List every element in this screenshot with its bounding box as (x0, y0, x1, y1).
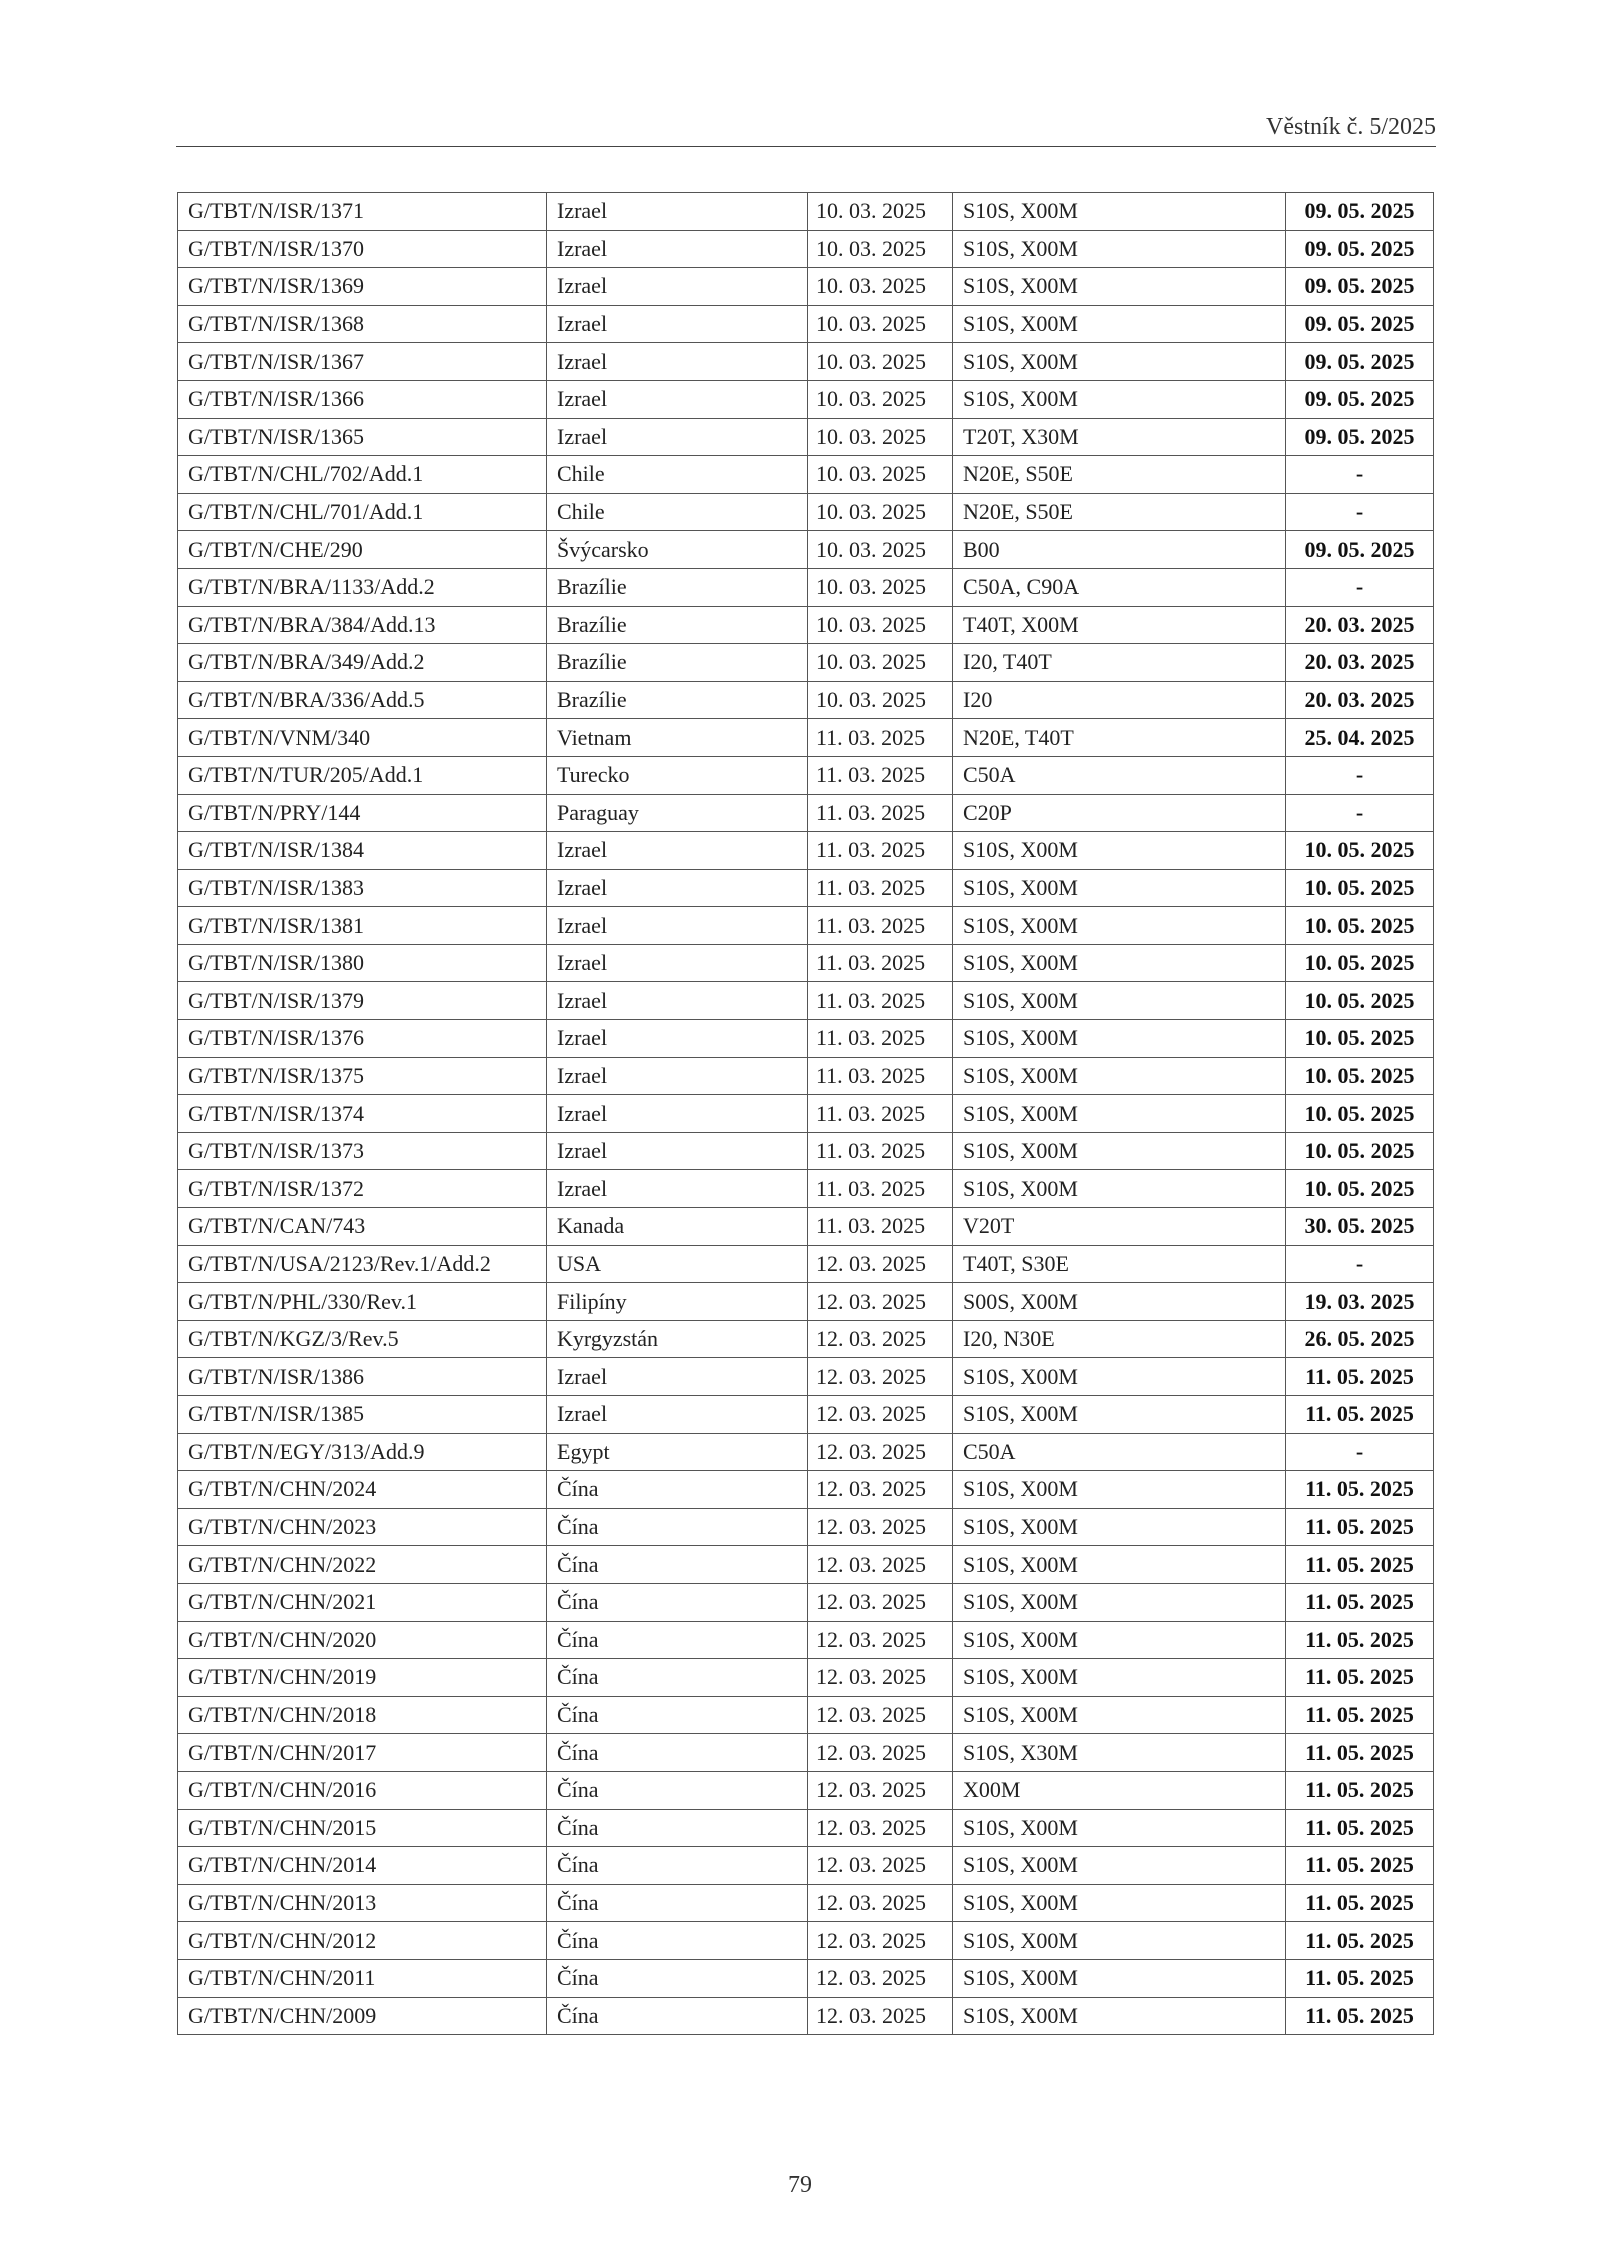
notification-symbol: G/TBT/N/CHN/2012 (178, 1922, 547, 1960)
notification-date: 11. 03. 2025 (808, 756, 953, 794)
comment-deadline: 10. 05. 2025 (1286, 832, 1434, 870)
notification-date: 10. 03. 2025 (808, 380, 953, 418)
ics-codes: X00M (953, 1771, 1286, 1809)
comment-deadline: 09. 05. 2025 (1286, 305, 1434, 343)
table-row (178, 681, 1434, 719)
ics-codes: C50A (953, 756, 1286, 794)
table-row (178, 869, 1434, 907)
notification-date: 11. 03. 2025 (808, 1095, 953, 1133)
ics-codes: S10S, X00M (953, 1696, 1286, 1734)
country-name: Čína (547, 1997, 808, 2035)
table-row (178, 1132, 1434, 1170)
ics-codes: S10S, X00M (953, 982, 1286, 1020)
comment-deadline: 11. 05. 2025 (1286, 1471, 1434, 1509)
table-row (178, 832, 1434, 870)
comment-deadline: - (1286, 493, 1434, 531)
comment-deadline: 25. 04. 2025 (1286, 719, 1434, 757)
comment-deadline: 11. 05. 2025 (1286, 1583, 1434, 1621)
comment-deadline: 10. 05. 2025 (1286, 944, 1434, 982)
table-row (178, 1621, 1434, 1659)
notification-date: 12. 03. 2025 (808, 1508, 953, 1546)
country-name: USA (547, 1245, 808, 1283)
ics-codes: I20, N30E (953, 1320, 1286, 1358)
ics-codes: C20P (953, 794, 1286, 832)
comment-deadline: 11. 05. 2025 (1286, 1546, 1434, 1584)
country-name: Kyrgyzstán (547, 1320, 808, 1358)
table-row (178, 1208, 1434, 1246)
comment-deadline: 20. 03. 2025 (1286, 681, 1434, 719)
table-row (178, 1546, 1434, 1584)
country-name: Izrael (547, 832, 808, 870)
comment-deadline: 11. 05. 2025 (1286, 1922, 1434, 1960)
ics-codes: S10S, X00M (953, 268, 1286, 306)
notification-date: 10. 03. 2025 (808, 268, 953, 306)
table-row (178, 418, 1434, 456)
table-row (178, 944, 1434, 982)
comment-deadline: 19. 03. 2025 (1286, 1283, 1434, 1321)
comment-deadline: 09. 05. 2025 (1286, 193, 1434, 231)
ics-codes: S10S, X00M (953, 869, 1286, 907)
notification-date: 11. 03. 2025 (808, 1020, 953, 1058)
ics-codes: S10S, X00M (953, 193, 1286, 231)
country-name: Brazílie (547, 644, 808, 682)
notification-symbol: G/TBT/N/ISR/1365 (178, 418, 547, 456)
notification-symbol: G/TBT/N/CHL/701/Add.1 (178, 493, 547, 531)
notification-date: 12. 03. 2025 (808, 1320, 953, 1358)
comment-deadline: 11. 05. 2025 (1286, 1884, 1434, 1922)
table-row (178, 1396, 1434, 1434)
notification-date: 10. 03. 2025 (808, 193, 953, 231)
ics-codes: S10S, X00M (953, 1922, 1286, 1960)
country-name: Izrael (547, 1095, 808, 1133)
notification-date: 11. 03. 2025 (808, 1170, 953, 1208)
country-name: Čína (547, 1922, 808, 1960)
notification-date: 10. 03. 2025 (808, 493, 953, 531)
ics-codes: S10S, X00M (953, 907, 1286, 945)
table-row (178, 456, 1434, 494)
notification-date: 12. 03. 2025 (808, 1771, 953, 1809)
table-row (178, 1471, 1434, 1509)
notification-symbol: G/TBT/N/CHN/2009 (178, 1997, 547, 2035)
notification-date: 12. 03. 2025 (808, 1959, 953, 1997)
country-name: Izrael (547, 1057, 808, 1095)
notification-date: 10. 03. 2025 (808, 606, 953, 644)
ics-codes: I20 (953, 681, 1286, 719)
table-row (178, 1433, 1434, 1471)
notification-date: 12. 03. 2025 (808, 1583, 953, 1621)
country-name: Čína (547, 1508, 808, 1546)
country-name: Filipíny (547, 1283, 808, 1321)
bulletin-title: Věstník č. 5/2025 (1266, 114, 1436, 140)
ics-codes: S10S, X00M (953, 380, 1286, 418)
ics-codes: S10S, X00M (953, 1546, 1286, 1584)
table-row (178, 193, 1434, 231)
country-name: Chile (547, 456, 808, 494)
table-row (178, 343, 1434, 381)
table-row (178, 1959, 1434, 1997)
notification-date: 10. 03. 2025 (808, 230, 953, 268)
notification-date: 12. 03. 2025 (808, 1997, 953, 2035)
ics-codes: S10S, X00M (953, 1132, 1286, 1170)
table-row (178, 305, 1434, 343)
notification-symbol: G/TBT/N/ISR/1374 (178, 1095, 547, 1133)
notification-symbol: G/TBT/N/CHN/2013 (178, 1884, 547, 1922)
comment-deadline: 10. 05. 2025 (1286, 869, 1434, 907)
ics-codes: S00S, X00M (953, 1283, 1286, 1321)
table-row (178, 1696, 1434, 1734)
country-name: Izrael (547, 982, 808, 1020)
comment-deadline: - (1286, 1433, 1434, 1471)
ics-codes: S10S, X00M (953, 1020, 1286, 1058)
country-name: Čína (547, 1734, 808, 1772)
notification-symbol: G/TBT/N/ISR/1368 (178, 305, 547, 343)
notification-symbol: G/TBT/N/ISR/1371 (178, 193, 547, 231)
notification-date: 12. 03. 2025 (808, 1884, 953, 1922)
comment-deadline: 09. 05. 2025 (1286, 230, 1434, 268)
ics-codes: S10S, X00M (953, 305, 1286, 343)
country-name: Izrael (547, 193, 808, 231)
ics-codes: S10S, X00M (953, 1471, 1286, 1509)
notification-date: 12. 03. 2025 (808, 1546, 953, 1584)
country-name: Brazílie (547, 681, 808, 719)
notification-symbol: G/TBT/N/CHN/2014 (178, 1847, 547, 1885)
comment-deadline: 09. 05. 2025 (1286, 531, 1434, 569)
table-row (178, 1884, 1434, 1922)
ics-codes: S10S, X00M (953, 1057, 1286, 1095)
notification-symbol: G/TBT/N/BRA/1133/Add.2 (178, 568, 547, 606)
notification-date: 11. 03. 2025 (808, 869, 953, 907)
notification-symbol: G/TBT/N/CHN/2024 (178, 1471, 547, 1509)
notification-symbol: G/TBT/N/CHN/2023 (178, 1508, 547, 1546)
notification-symbol: G/TBT/N/CAN/743 (178, 1208, 547, 1246)
ics-codes: S10S, X30M (953, 1734, 1286, 1772)
notification-symbol: G/TBT/N/KGZ/3/Rev.5 (178, 1320, 547, 1358)
table-row (178, 1847, 1434, 1885)
ics-codes: S10S, X00M (953, 1959, 1286, 1997)
ics-codes: S10S, X00M (953, 1884, 1286, 1922)
page-header (176, 110, 1436, 147)
comment-deadline: - (1286, 568, 1434, 606)
notification-date: 11. 03. 2025 (808, 1208, 953, 1246)
table-row (178, 1057, 1434, 1095)
notification-date: 12. 03. 2025 (808, 1396, 953, 1434)
notification-symbol: G/TBT/N/CHE/290 (178, 531, 547, 569)
comment-deadline: 30. 05. 2025 (1286, 1208, 1434, 1246)
ics-codes: C50A (953, 1433, 1286, 1471)
comment-deadline: 09. 05. 2025 (1286, 343, 1434, 381)
notification-symbol: G/TBT/N/BRA/349/Add.2 (178, 644, 547, 682)
country-name: Izrael (547, 343, 808, 381)
country-name: Izrael (547, 268, 808, 306)
comment-deadline: 10. 05. 2025 (1286, 1020, 1434, 1058)
notification-date: 12. 03. 2025 (808, 1922, 953, 1960)
notification-date: 12. 03. 2025 (808, 1358, 953, 1396)
country-name: Čína (547, 1847, 808, 1885)
table-row (178, 230, 1434, 268)
ics-codes: S10S, X00M (953, 944, 1286, 982)
notification-symbol: G/TBT/N/CHN/2018 (178, 1696, 547, 1734)
notification-date: 11. 03. 2025 (808, 1132, 953, 1170)
table-row (178, 1809, 1434, 1847)
country-name: Brazílie (547, 606, 808, 644)
table-row (178, 1922, 1434, 1960)
table-row (178, 1771, 1434, 1809)
country-name: Izrael (547, 230, 808, 268)
country-name: Čína (547, 1471, 808, 1509)
notification-date: 12. 03. 2025 (808, 1283, 953, 1321)
comment-deadline: 20. 03. 2025 (1286, 606, 1434, 644)
notifications-table (177, 192, 1434, 2035)
notification-date: 12. 03. 2025 (808, 1471, 953, 1509)
comment-deadline: 11. 05. 2025 (1286, 1734, 1434, 1772)
ics-codes: S10S, X00M (953, 1809, 1286, 1847)
ics-codes: C50A, C90A (953, 568, 1286, 606)
ics-codes: T40T, X00M (953, 606, 1286, 644)
notification-date: 11. 03. 2025 (808, 832, 953, 870)
notification-date: 11. 03. 2025 (808, 907, 953, 945)
table-row (178, 644, 1434, 682)
notification-symbol: G/TBT/N/BRA/336/Add.5 (178, 681, 547, 719)
notification-date: 10. 03. 2025 (808, 343, 953, 381)
notification-symbol: G/TBT/N/PHL/330/Rev.1 (178, 1283, 547, 1321)
country-name: Egypt (547, 1433, 808, 1471)
notification-date: 10. 03. 2025 (808, 568, 953, 606)
notification-symbol: G/TBT/N/ISR/1386 (178, 1358, 547, 1396)
table-row (178, 531, 1434, 569)
comment-deadline: 10. 05. 2025 (1286, 1170, 1434, 1208)
notification-symbol: G/TBT/N/VNM/340 (178, 719, 547, 757)
country-name: Paraguay (547, 794, 808, 832)
country-name: Čína (547, 1809, 808, 1847)
table-row (178, 1997, 1434, 2035)
comment-deadline: - (1286, 756, 1434, 794)
ics-codes: S10S, X00M (953, 1095, 1286, 1133)
country-name: Čína (547, 1659, 808, 1697)
notification-date: 11. 03. 2025 (808, 1057, 953, 1095)
notification-date: 11. 03. 2025 (808, 719, 953, 757)
notification-symbol: G/TBT/N/ISR/1366 (178, 380, 547, 418)
notification-date: 12. 03. 2025 (808, 1734, 953, 1772)
notification-symbol: G/TBT/N/CHN/2020 (178, 1621, 547, 1659)
country-name: Izrael (547, 1358, 808, 1396)
comment-deadline: 09. 05. 2025 (1286, 418, 1434, 456)
notification-symbol: G/TBT/N/CHN/2015 (178, 1809, 547, 1847)
notification-symbol: G/TBT/N/CHN/2019 (178, 1659, 547, 1697)
ics-codes: S10S, X00M (953, 1847, 1286, 1885)
notification-symbol: G/TBT/N/EGY/313/Add.9 (178, 1433, 547, 1471)
table-row (178, 1734, 1434, 1772)
ics-codes: S10S, X00M (953, 1396, 1286, 1434)
country-name: Izrael (547, 1396, 808, 1434)
country-name: Kanada (547, 1208, 808, 1246)
table-row (178, 794, 1434, 832)
notification-symbol: G/TBT/N/ISR/1369 (178, 268, 547, 306)
comment-deadline: - (1286, 794, 1434, 832)
notification-symbol: G/TBT/N/ISR/1375 (178, 1057, 547, 1095)
comment-deadline: 11. 05. 2025 (1286, 1959, 1434, 1997)
table-row (178, 1659, 1434, 1697)
country-name: Izrael (547, 418, 808, 456)
ics-codes: T40T, S30E (953, 1245, 1286, 1283)
table-row (178, 493, 1434, 531)
comment-deadline: 11. 05. 2025 (1286, 1396, 1434, 1434)
ics-codes: N20E, S50E (953, 493, 1286, 531)
notification-symbol: G/TBT/N/CHL/702/Add.1 (178, 456, 547, 494)
notification-date: 12. 03. 2025 (808, 1809, 953, 1847)
comment-deadline: 11. 05. 2025 (1286, 1696, 1434, 1734)
table-row (178, 1358, 1434, 1396)
notification-symbol: G/TBT/N/ISR/1385 (178, 1396, 547, 1434)
country-name: Čína (547, 1959, 808, 1997)
notification-symbol: G/TBT/N/ISR/1383 (178, 869, 547, 907)
country-name: Izrael (547, 907, 808, 945)
comment-deadline: 11. 05. 2025 (1286, 1659, 1434, 1697)
country-name: Švýcarsko (547, 531, 808, 569)
country-name: Čína (547, 1771, 808, 1809)
ics-codes: S10S, X00M (953, 343, 1286, 381)
notification-symbol: G/TBT/N/CHN/2022 (178, 1546, 547, 1584)
country-name: Izrael (547, 380, 808, 418)
comment-deadline: 09. 05. 2025 (1286, 380, 1434, 418)
notification-date: 12. 03. 2025 (808, 1245, 953, 1283)
table-row (178, 756, 1434, 794)
ics-codes: S10S, X00M (953, 1659, 1286, 1697)
ics-codes: I20, T40T (953, 644, 1286, 682)
country-name: Turecko (547, 756, 808, 794)
notification-date: 12. 03. 2025 (808, 1659, 953, 1697)
comment-deadline: 10. 05. 2025 (1286, 1057, 1434, 1095)
ics-codes: S10S, X00M (953, 832, 1286, 870)
notification-symbol: G/TBT/N/ISR/1380 (178, 944, 547, 982)
ics-codes: S10S, X00M (953, 1621, 1286, 1659)
notification-symbol: G/TBT/N/ISR/1373 (178, 1132, 547, 1170)
notification-symbol: G/TBT/N/TUR/205/Add.1 (178, 756, 547, 794)
table-row (178, 1283, 1434, 1321)
country-name: Čína (547, 1583, 808, 1621)
comment-deadline: 11. 05. 2025 (1286, 1621, 1434, 1659)
comment-deadline: 11. 05. 2025 (1286, 1771, 1434, 1809)
country-name: Izrael (547, 944, 808, 982)
ics-codes: V20T (953, 1208, 1286, 1246)
country-name: Čína (547, 1621, 808, 1659)
country-name: Vietnam (547, 719, 808, 757)
notification-date: 10. 03. 2025 (808, 531, 953, 569)
comment-deadline: 11. 05. 2025 (1286, 1847, 1434, 1885)
notification-date: 12. 03. 2025 (808, 1433, 953, 1471)
table-row (178, 1095, 1434, 1133)
notification-date: 10. 03. 2025 (808, 418, 953, 456)
table-row (178, 380, 1434, 418)
notification-symbol: G/TBT/N/CHN/2017 (178, 1734, 547, 1772)
ics-codes: S10S, X00M (953, 230, 1286, 268)
table-body (178, 193, 1434, 2035)
table-row (178, 268, 1434, 306)
notification-symbol: G/TBT/N/ISR/1381 (178, 907, 547, 945)
notification-date: 11. 03. 2025 (808, 944, 953, 982)
table-row (178, 1245, 1434, 1283)
table-row (178, 907, 1434, 945)
notification-date: 10. 03. 2025 (808, 305, 953, 343)
notification-symbol: G/TBT/N/CHN/2011 (178, 1959, 547, 1997)
notification-symbol: G/TBT/N/ISR/1379 (178, 982, 547, 1020)
notification-symbol: G/TBT/N/BRA/384/Add.13 (178, 606, 547, 644)
country-name: Izrael (547, 1020, 808, 1058)
notification-symbol: G/TBT/N/ISR/1367 (178, 343, 547, 381)
ics-codes: N20E, S50E (953, 456, 1286, 494)
table-row (178, 1508, 1434, 1546)
notification-symbol: G/TBT/N/USA/2123/Rev.1/Add.2 (178, 1245, 547, 1283)
table-row (178, 1170, 1434, 1208)
country-name: Čína (547, 1546, 808, 1584)
comment-deadline: 10. 05. 2025 (1286, 982, 1434, 1020)
ics-codes: S10S, X00M (953, 1358, 1286, 1396)
country-name: Izrael (547, 869, 808, 907)
table-row (178, 982, 1434, 1020)
comment-deadline: 20. 03. 2025 (1286, 644, 1434, 682)
notification-date: 12. 03. 2025 (808, 1847, 953, 1885)
country-name: Izrael (547, 1132, 808, 1170)
comment-deadline: 26. 05. 2025 (1286, 1320, 1434, 1358)
ics-codes: T20T, X30M (953, 418, 1286, 456)
country-name: Izrael (547, 1170, 808, 1208)
notification-symbol: G/TBT/N/PRY/144 (178, 794, 547, 832)
comment-deadline: 10. 05. 2025 (1286, 1132, 1434, 1170)
notification-symbol: G/TBT/N/ISR/1376 (178, 1020, 547, 1058)
country-name: Čína (547, 1884, 808, 1922)
table-row (178, 1020, 1434, 1058)
notification-symbol: G/TBT/N/ISR/1370 (178, 230, 547, 268)
table-row (178, 719, 1434, 757)
comment-deadline: 09. 05. 2025 (1286, 268, 1434, 306)
ics-codes: S10S, X00M (953, 1583, 1286, 1621)
ics-codes: B00 (953, 531, 1286, 569)
table-row (178, 568, 1434, 606)
notification-symbol: G/TBT/N/CHN/2021 (178, 1583, 547, 1621)
notification-date: 11. 03. 2025 (808, 982, 953, 1020)
country-name: Čína (547, 1696, 808, 1734)
table-row (178, 606, 1434, 644)
notification-symbol: G/TBT/N/CHN/2016 (178, 1771, 547, 1809)
country-name: Izrael (547, 305, 808, 343)
table-row (178, 1320, 1434, 1358)
comment-deadline: 10. 05. 2025 (1286, 1095, 1434, 1133)
ics-codes: S10S, X00M (953, 1170, 1286, 1208)
notification-date: 12. 03. 2025 (808, 1696, 953, 1734)
comment-deadline: 11. 05. 2025 (1286, 1997, 1434, 2035)
comment-deadline: 11. 05. 2025 (1286, 1508, 1434, 1546)
table-row (178, 1583, 1434, 1621)
comment-deadline: 11. 05. 2025 (1286, 1358, 1434, 1396)
notification-date: 10. 03. 2025 (808, 456, 953, 494)
comment-deadline: 10. 05. 2025 (1286, 907, 1434, 945)
country-name: Chile (547, 493, 808, 531)
ics-codes: N20E, T40T (953, 719, 1286, 757)
notification-date: 10. 03. 2025 (808, 644, 953, 682)
comment-deadline: - (1286, 456, 1434, 494)
comment-deadline: - (1286, 1245, 1434, 1283)
ics-codes: S10S, X00M (953, 1508, 1286, 1546)
country-name: Brazílie (547, 568, 808, 606)
notification-date: 12. 03. 2025 (808, 1621, 953, 1659)
page-number: 79 (788, 2172, 812, 2198)
notification-date: 10. 03. 2025 (808, 681, 953, 719)
notification-symbol: G/TBT/N/ISR/1372 (178, 1170, 547, 1208)
notification-date: 11. 03. 2025 (808, 794, 953, 832)
ics-codes: S10S, X00M (953, 1997, 1286, 2035)
notification-symbol: G/TBT/N/ISR/1384 (178, 832, 547, 870)
comment-deadline: 11. 05. 2025 (1286, 1809, 1434, 1847)
